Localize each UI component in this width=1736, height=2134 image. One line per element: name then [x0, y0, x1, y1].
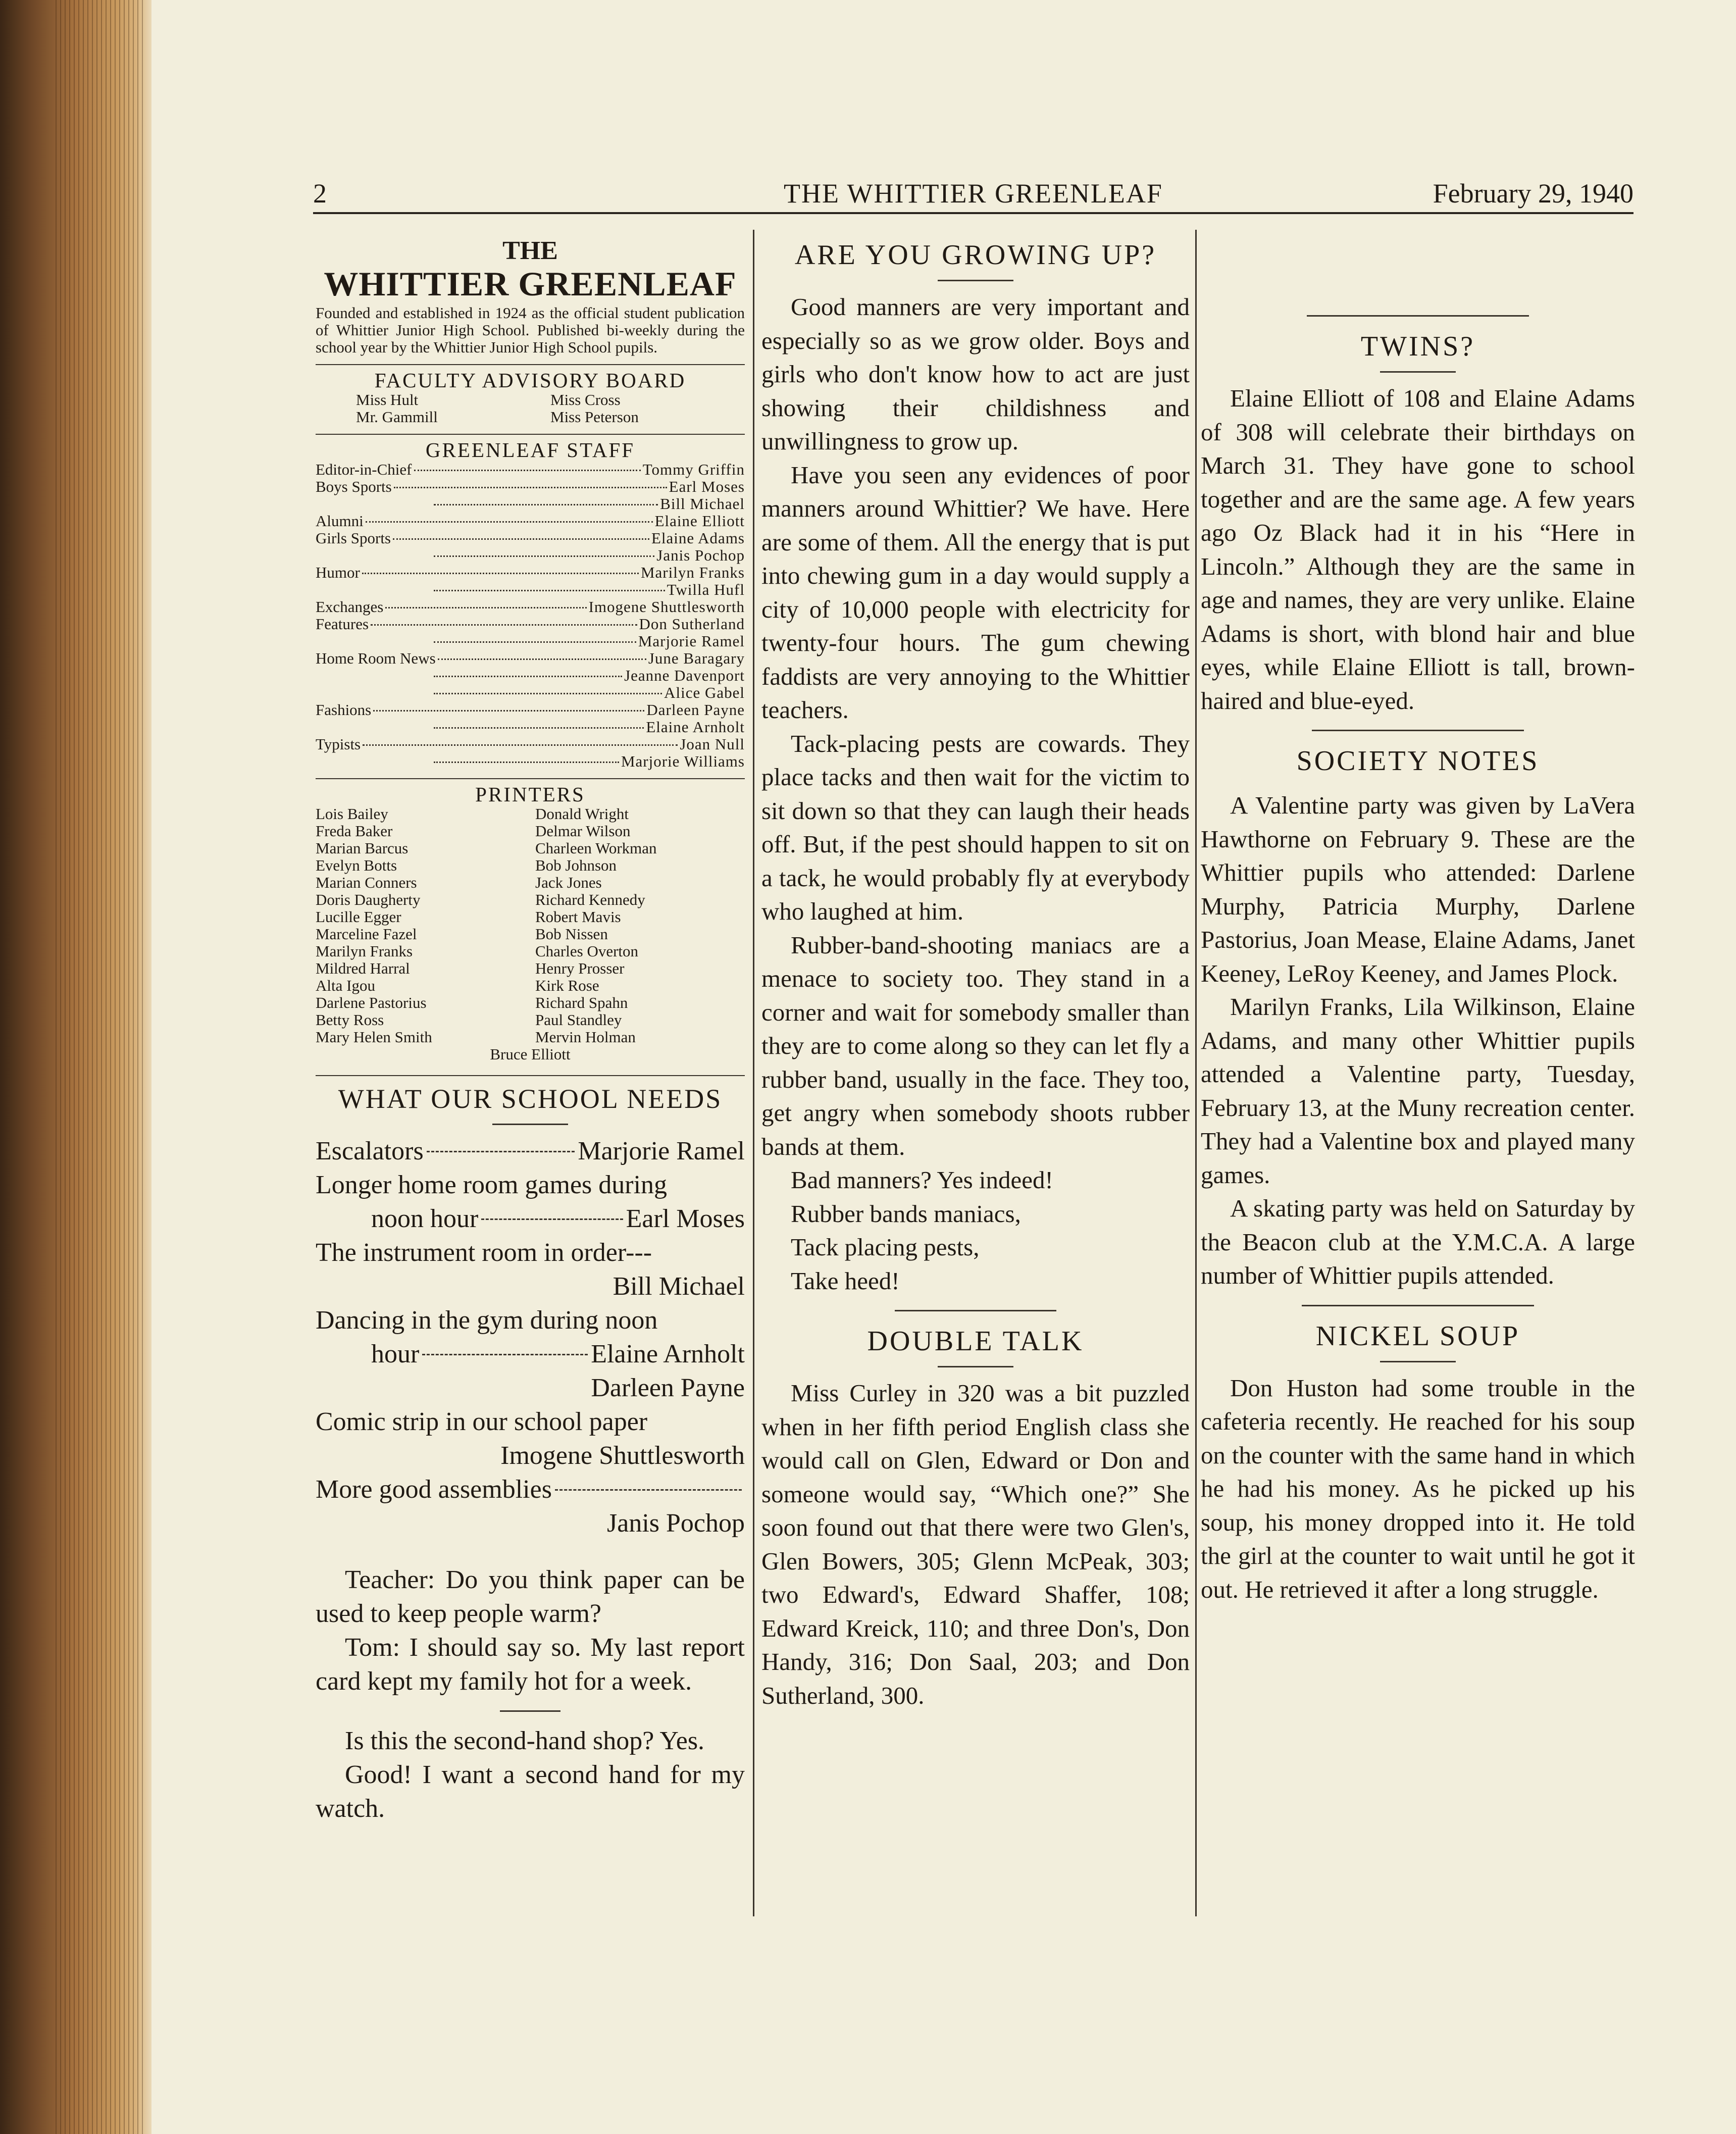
need-item: Escalators Marjorie Ramel — [316, 1137, 745, 1166]
double-talk-heading: DOUBLE TALK — [867, 1326, 1084, 1357]
printer-name: Lois Bailey — [316, 805, 388, 823]
printer-name: Richard Spahn — [535, 994, 628, 1012]
staff-name: Elaine Arnholt — [646, 718, 745, 736]
need-item: hour Elaine Arnholt — [371, 1340, 745, 1369]
joke-line: Teacher: Do you think paper can be used to keep people warm? — [316, 1565, 745, 1629]
page-number: 2 — [313, 178, 327, 209]
verse-line: Tack placing pests, — [791, 1233, 980, 1261]
staff-row — [316, 564, 745, 581]
staff-role: Humor — [316, 564, 360, 582]
staff-row — [316, 701, 745, 719]
printer-name: Paul Standley — [535, 1011, 622, 1029]
article-paragraph: Miss Curley in 320 was a bit puzzled when in her fifth period English class she would call on Glen, Edward or Don and someone would say, “Which one?” She soon found out that there were two Glen's, Glen Bowers, 305; Glenn McPeak, 303; two Edward's, Edward Shaffer, 108; Edward Kreick, 110; and three Don's, Don Handy, 316; Don Saal, 203; and Don Sutherland, 300. — [761, 1379, 1190, 1709]
article-paragraph: Tack-placing pests are cowards. They place tacks and then wait for the victim to sit down so that they can laugh their heads off. But, if the pest should happen to sit on a tack, he would probably fly at everybody who laughed at him. — [761, 729, 1190, 925]
growing-up-article — [761, 290, 1190, 1163]
leader-dots — [434, 590, 665, 591]
staff-name: Darleen Payne — [646, 701, 745, 719]
printer-name: Marilyn Franks — [316, 942, 413, 960]
leader-dots — [434, 555, 654, 557]
staff-role: Typists — [316, 735, 361, 753]
printer-name: Bob Johnson — [535, 856, 617, 875]
printer-name: Marceline Fazel — [316, 925, 417, 943]
staff-role: Editor-in-Chief — [316, 461, 412, 479]
printers-list — [316, 805, 745, 1046]
staff-role: Alumni — [316, 512, 364, 530]
leader-dots — [434, 676, 622, 677]
staff-role: Exchanges — [316, 598, 384, 616]
printer-name: Betty Ross — [316, 1011, 384, 1029]
right-column — [1201, 237, 1635, 1606]
masthead-description: Founded and established in 1924 as the official student publication of Whittier Junior High School. Published bi-weekly during the school year by the Whittier Junior High School pupils. — [316, 304, 745, 357]
twins-article — [1201, 382, 1635, 718]
leader-dots — [434, 727, 644, 729]
growing-up-heading: ARE YOU GROWING UP? — [794, 239, 1157, 271]
leader-dots — [414, 470, 641, 471]
article-separator — [1307, 315, 1529, 317]
needs-heading: WHAT OUR SCHOOL NEEDS — [338, 1084, 723, 1114]
printer-name: Darlene Pastorius — [316, 994, 427, 1012]
article-paragraph: A skating party was held on Saturday by the Beacon club at the Y.M.C.A. A large number of Whittier pupils attended. — [1201, 1194, 1635, 1289]
leader-dots — [385, 607, 586, 608]
divider — [316, 434, 745, 435]
printer-name: Donald Wright — [535, 805, 629, 823]
joke-line: Tom: I should say so. My last report card kept my family hot for a week. — [316, 1633, 745, 1696]
staff-row — [316, 616, 745, 633]
printer-name: Charleen Workman — [535, 839, 657, 857]
joke-line: Good! I want a second hand for my watch. — [316, 1760, 745, 1823]
article-paragraph: Don Huston had some trouble in the cafeteria recently. He reached for his soup on the counter with the same hand in which he had his money. As he picked up his soup, his money dropped into it. He told the girl at the counter to wait until he got it out. He retrieved it after a long struggle. — [1201, 1374, 1635, 1603]
printer-name: Freda Baker — [316, 822, 393, 840]
leader-dots — [363, 744, 678, 746]
society-article — [1201, 789, 1635, 1293]
staff-name: Don Sutherland — [639, 615, 745, 633]
staff-name: Elaine Elliott — [654, 512, 745, 530]
faculty-member: Miss Hult — [356, 391, 419, 409]
staff-heading: GREENLEAF STAFF — [425, 438, 635, 462]
staff-name: Tommy Griffin — [642, 461, 745, 479]
masthead-the: THE — [502, 236, 558, 265]
printer-name: Mervin Holman — [535, 1028, 636, 1046]
printer-name: Robert Mavis — [535, 908, 621, 926]
staff-row — [316, 719, 745, 736]
divider — [316, 1075, 745, 1076]
double-talk-article — [761, 1377, 1190, 1712]
printer-name: Delmar Wilson — [535, 822, 631, 840]
leader-dots — [371, 624, 637, 626]
need-name: Darleen Payne — [591, 1374, 745, 1403]
printer-name: Kirk Rose — [535, 977, 599, 995]
staff-row — [316, 753, 745, 770]
divider — [316, 364, 745, 365]
leader-dots — [438, 658, 646, 660]
need-name: Imogene Shuttlesworth — [500, 1441, 745, 1470]
need-name: Janis Pochop — [607, 1509, 745, 1538]
need-item: More good assemblies — [316, 1472, 745, 1506]
staff-row — [316, 495, 745, 513]
staff-name: Alice Gabel — [664, 684, 745, 702]
leader-dots — [362, 573, 639, 574]
column-divider-1 — [753, 230, 754, 1916]
leader-dots — [394, 487, 667, 488]
joke-line: Is this the second-hand shop? Yes. — [345, 1726, 705, 1756]
divider — [316, 778, 745, 779]
article-separator — [1302, 1305, 1534, 1306]
page-stack-edges — [56, 0, 146, 2134]
staff-role: Girls Sports — [316, 529, 391, 547]
staff-role: Fashions — [316, 701, 372, 719]
staff-name: Marjorie Williams — [621, 752, 745, 771]
printer-name: Bob Nissen — [535, 925, 608, 943]
printer-name: Evelyn Botts — [316, 856, 397, 875]
article-paragraph: Good manners are very important and especially so as we grow older. Boys and girls who don't know how to act are just showing their childishness and unwillingness to grow up. — [761, 293, 1190, 455]
article-paragraph: A Valentine party was given by LaVera Hawthorne on February 9. These are the Whittier pupils who attended: Darlene Murphy, Patricia Murphy, Darlene Pastorius, Joan Mease, Elaine Adams, Janet Keeney, LeRoy Keeney, and James Plock. — [1201, 791, 1635, 987]
middle-column — [761, 237, 1190, 1712]
printer-name: Mary Helen Smith — [316, 1028, 432, 1046]
short-rule — [1380, 1361, 1456, 1362]
leader-dots — [366, 521, 653, 523]
short-rule — [938, 280, 1013, 281]
short-rule — [938, 1366, 1013, 1367]
staff-row — [316, 530, 745, 547]
column-divider-2 — [1195, 230, 1197, 1916]
printer-name: Doris Daugherty — [316, 891, 421, 909]
faculty-member: Mr. Gammill — [356, 408, 438, 426]
staff-name: Jeanne Davenport — [624, 667, 745, 685]
verse-line: Take heed! — [791, 1266, 900, 1295]
staff-row — [316, 478, 745, 495]
staff-list — [316, 461, 745, 770]
printer-name: Lucille Egger — [316, 908, 401, 926]
leader-dots — [434, 504, 658, 505]
printer-name: Marian Conners — [316, 874, 417, 892]
article-paragraph: Elaine Elliott of 108 and Elaine Adams of 308 will celebrate their birthdays on March 31. They have gone to school together and are the same age. A few years ago Oz Black had it in his “Here in Lincoln.” Although they are the same in age and names, they are very unlike. Elaine Adams is short, with blond hair and blue eyes, while Elaine Elliott is tall, brown-haired and blue-eyed. — [1201, 384, 1635, 715]
staff-role: Boys Sports — [316, 478, 392, 496]
staff-row — [316, 667, 745, 684]
twins-heading: TWINS? — [1360, 331, 1475, 362]
faculty-heading: FACULTY ADVISORY BOARD — [374, 369, 686, 392]
leader-dots — [393, 538, 649, 540]
verse — [761, 1163, 1190, 1298]
staff-row — [316, 736, 745, 753]
need-item: noon hour Earl Moses — [371, 1204, 745, 1234]
nickel-soup-heading: NICKEL SOUP — [1315, 1320, 1520, 1352]
staff-name: Earl Moses — [669, 478, 745, 496]
need-item: The instrument room in order--- — [316, 1238, 652, 1267]
article-paragraph: Have you seen any evidences of poor manners around Whittier? We have. Here are some of them. All the energy that is put into chewing gum in a day would supply a city of 10,000 people with electricity for twenty-four hours. The gum chewing faddists are very annoying to the Whittier teachers. — [761, 461, 1190, 724]
staff-name: Marjorie Ramel — [638, 632, 745, 650]
staff-name: Bill Michael — [660, 495, 745, 513]
article-paragraph: Rubber-band-shooting maniacs are a menace to society too. They stand in a corner and wait for somebody smaller than they are to come along so they can let fly a rubber band, usually in the face. They too, get angry when somebody shoots rubber bands at them. — [761, 931, 1190, 1160]
header-rule — [313, 212, 1633, 214]
jokes — [316, 1563, 745, 1825]
continued-text-space — [1201, 237, 1635, 303]
printer-name: Bruce Elliott — [490, 1045, 571, 1063]
staff-role: Features — [316, 615, 369, 633]
need-name: Bill Michael — [612, 1272, 745, 1301]
printer-name: Richard Kennedy — [535, 891, 645, 909]
faculty-member: Miss Peterson — [550, 408, 639, 426]
printers-heading: PRINTERS — [475, 783, 585, 806]
staff-row — [316, 598, 745, 616]
staff-role: Home Room News — [316, 649, 436, 668]
staff-row — [316, 581, 745, 598]
paper-name: THE WHITTIER GREENLEAF — [784, 178, 1163, 209]
staff-name: Elaine Adams — [651, 529, 745, 547]
printer-name: Charles Overton — [535, 942, 639, 960]
printer-name: Mildred Harral — [316, 959, 410, 978]
staff-row — [316, 513, 745, 530]
masthead-title: WHITTIER GREENLEAF — [324, 264, 737, 303]
article-paragraph: Marilyn Franks, Lila Wilkinson, Elaine Adams, and many other Whittier pupils attended a Valentine party, Tuesday, February 13, at the Muny recreation center. They had a Valentine box and played many games. — [1201, 993, 1635, 1189]
verse-line: Bad manners? Yes indeed! — [791, 1166, 1053, 1194]
staff-name: Imogene Shuttlesworth — [588, 598, 745, 616]
short-rule — [492, 1124, 568, 1125]
nickel-soup-article — [1201, 1371, 1635, 1607]
society-heading: SOCIETY NOTES — [1296, 745, 1540, 777]
printer-name: Alta Igou — [316, 977, 375, 995]
faculty-list — [316, 391, 745, 426]
verse-line: Rubber bands maniacs, — [791, 1199, 1021, 1228]
need-item: Dancing in the gym during noon — [316, 1306, 658, 1335]
issue-date: February 29, 1940 — [1433, 178, 1633, 209]
staff-name: Joan Null — [680, 735, 745, 753]
staff-name: Janis Pochop — [656, 546, 745, 565]
printer-name: Henry Prosser — [535, 959, 625, 978]
short-rule — [500, 1710, 560, 1712]
staff-name: Marilyn Franks — [640, 564, 745, 582]
staff-row — [316, 461, 745, 478]
article-separator — [895, 1310, 1056, 1311]
printer-name: Marian Barcus — [316, 839, 409, 857]
leader-dots — [373, 710, 644, 712]
staff-name: Twilla Hufl — [667, 581, 745, 599]
printer-name: Jack Jones — [535, 874, 602, 892]
need-item: Longer home room games during — [316, 1171, 668, 1200]
staff-row — [316, 633, 745, 650]
leader-dots — [434, 693, 662, 694]
article-separator — [1312, 730, 1524, 731]
short-rule — [1380, 371, 1456, 373]
page-header — [313, 178, 1633, 213]
needs-list — [316, 1134, 745, 1540]
staff-name: June Baragary — [648, 649, 745, 668]
need-item: Comic strip in our school paper — [316, 1407, 648, 1437]
left-column — [316, 222, 745, 1825]
staff-row — [316, 684, 745, 701]
staff-row — [316, 650, 745, 667]
staff-row — [316, 547, 745, 564]
faculty-member: Miss Cross — [550, 391, 621, 409]
leader-dots — [434, 761, 619, 763]
leader-dots — [434, 641, 636, 643]
